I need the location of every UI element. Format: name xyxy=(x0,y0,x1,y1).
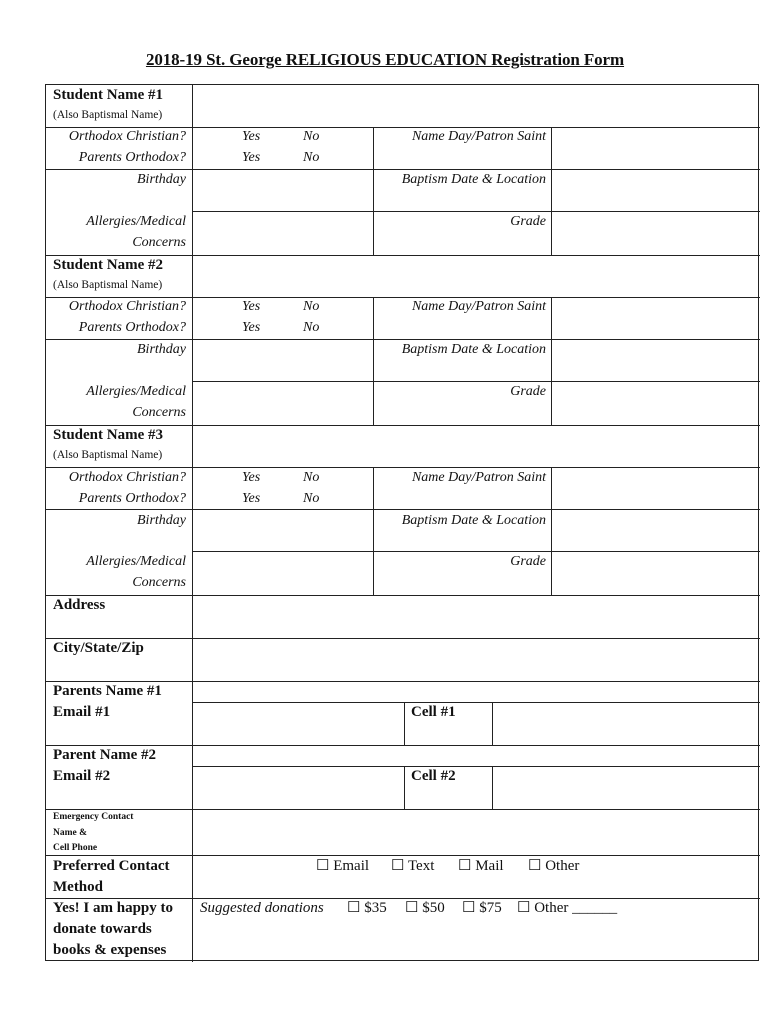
donate-label-line-2: donate towards xyxy=(53,921,152,937)
checkbox-icon[interactable]: ☐ xyxy=(316,858,330,874)
student-name-label: Student Name #2 xyxy=(53,257,164,273)
birthday-label: Birthday xyxy=(137,513,186,528)
emergency-label-line-3: Cell Phone xyxy=(53,843,98,853)
name-day-label: Name Day/Patron Saint xyxy=(411,299,546,314)
donate-label-line-1: Yes! I am happy to xyxy=(53,900,174,916)
checkbox-icon[interactable]: ☐ xyxy=(458,858,472,874)
parents-no-option[interactable]: No xyxy=(303,150,320,165)
baptism-label: Baptism Date & Location xyxy=(401,342,546,357)
baptismal-note: (Also Baptismal Name) xyxy=(53,109,163,121)
cell-1-label: Cell #1 xyxy=(411,704,456,720)
donation-other-option[interactable]: ☐ Other ______ xyxy=(517,900,618,916)
address-label: Address xyxy=(53,597,106,613)
parents-yes-option[interactable]: Yes xyxy=(242,150,261,165)
baptismal-note: (Also Baptismal Name) xyxy=(53,449,163,461)
birthday-label: Birthday xyxy=(137,342,186,357)
email-2-label: Email #2 xyxy=(53,768,111,784)
orthodox-christian-label: Orthodox Christian? xyxy=(68,299,186,314)
checkbox-icon[interactable]: ☐ xyxy=(517,900,531,916)
student-name-label: Student Name #1 xyxy=(53,87,164,103)
allergies-label-2: Concerns xyxy=(132,575,186,590)
parents-orthodox-label: Parents Orthodox? xyxy=(78,491,186,506)
checkbox-icon[interactable]: ☐ xyxy=(391,858,405,874)
orthodox-christian-label: Orthodox Christian? xyxy=(68,470,186,485)
baptism-label: Baptism Date & Location xyxy=(401,172,546,187)
baptism-label: Baptism Date & Location xyxy=(401,513,546,528)
parent-2-name-label: Parent Name #2 xyxy=(53,747,157,763)
emergency-label-line-1: Emergency Contact xyxy=(53,812,134,822)
allergies-label: Allergies/Medical xyxy=(86,214,186,229)
checkbox-icon[interactable]: ☐ xyxy=(528,858,542,874)
parents-no-option[interactable]: No xyxy=(303,320,320,335)
orthodox-christian-label: Orthodox Christian? xyxy=(68,129,186,144)
preferred-contact-label: Preferred Contact xyxy=(53,858,170,874)
checkbox-icon[interactable]: ☐ xyxy=(405,900,419,916)
emergency-label-line-2: Name & xyxy=(53,828,88,838)
checkbox-icon[interactable]: ☐ xyxy=(347,900,361,916)
name-day-label: Name Day/Patron Saint xyxy=(411,470,546,485)
allergies-label: Allergies/Medical xyxy=(86,554,186,569)
parents-yes-option[interactable]: Yes xyxy=(242,491,261,506)
birthday-label: Birthday xyxy=(137,172,186,187)
donate-label-line-3: books & expenses xyxy=(53,942,167,958)
donation-75-option[interactable]: ☐ $75 xyxy=(462,900,502,916)
form-title: 2018-19 St. George RELIGIOUS EDUCATION Registration Form xyxy=(145,50,625,69)
orthodox-no-option[interactable]: No xyxy=(303,129,320,144)
parents-orthodox-label: Parents Orthodox? xyxy=(78,320,186,335)
email-1-label: Email #1 xyxy=(53,704,111,720)
cell-2-label: Cell #2 xyxy=(411,768,456,784)
contact-other-option[interactable]: ☐ Other xyxy=(528,858,580,874)
parents-yes-option[interactable]: Yes xyxy=(242,320,261,335)
parents-orthodox-label: Parents Orthodox? xyxy=(78,150,186,165)
parents-no-option[interactable]: No xyxy=(303,491,320,506)
city-label: City/State/Zip xyxy=(53,640,144,656)
orthodox-yes-option[interactable]: Yes xyxy=(242,299,261,314)
orthodox-yes-option[interactable]: Yes xyxy=(242,129,261,144)
preferred-contact-label-2: Method xyxy=(53,879,103,895)
donation-50-option[interactable]: ☐ $50 xyxy=(405,900,445,916)
grade-label: Grade xyxy=(510,214,546,229)
orthodox-no-option[interactable]: No xyxy=(303,470,320,485)
baptismal-note: (Also Baptismal Name) xyxy=(53,279,163,291)
allergies-label: Allergies/Medical xyxy=(86,384,186,399)
name-day-label: Name Day/Patron Saint xyxy=(411,129,546,144)
allergies-label-2: Concerns xyxy=(132,405,186,420)
checkbox-icon[interactable]: ☐ xyxy=(462,900,476,916)
suggested-donations-label: Suggested donations xyxy=(200,900,324,916)
contact-email-option[interactable]: ☐ Email xyxy=(316,858,370,874)
orthodox-no-option[interactable]: No xyxy=(303,299,320,314)
contact-text-option[interactable]: ☐ Text xyxy=(391,858,435,874)
parent-1-name-label: Parents Name #1 xyxy=(53,683,162,699)
orthodox-yes-option[interactable]: Yes xyxy=(242,470,261,485)
student-name-label: Student Name #3 xyxy=(53,427,164,443)
allergies-label-2: Concerns xyxy=(132,235,186,250)
grade-label: Grade xyxy=(510,384,546,399)
registration-form xyxy=(45,84,759,961)
contact-mail-option[interactable]: ☐ Mail xyxy=(458,858,504,874)
donation-35-option[interactable]: ☐ $35 xyxy=(347,900,387,916)
grade-label: Grade xyxy=(510,554,546,569)
